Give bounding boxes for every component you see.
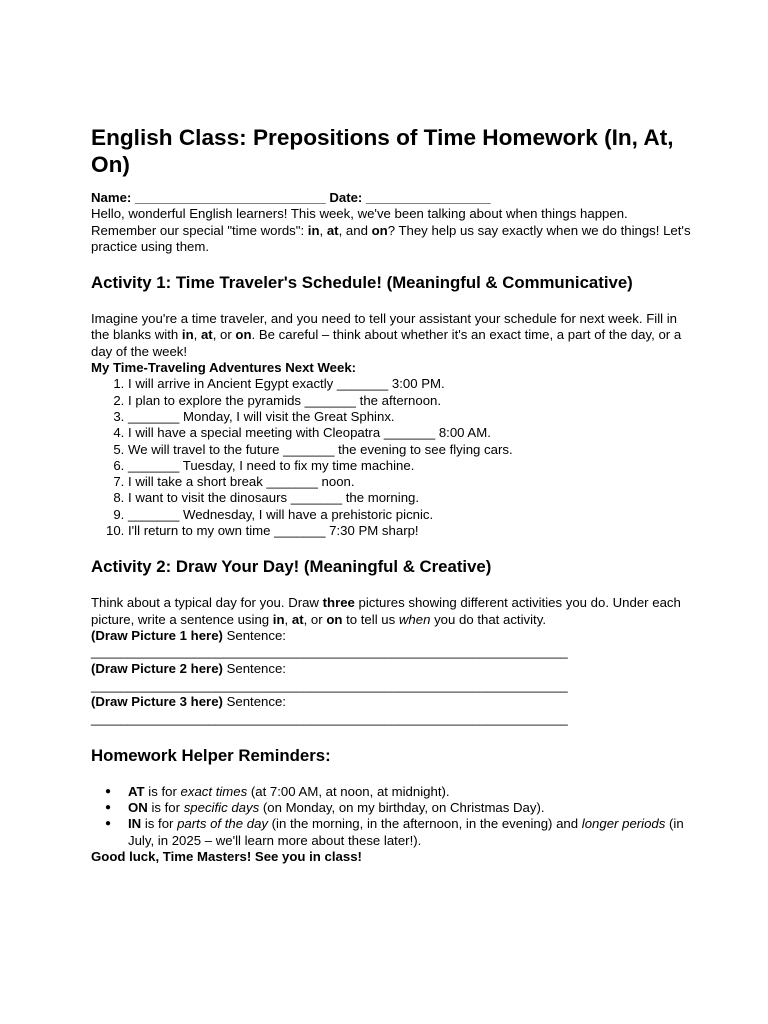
reminders-list [91, 784, 691, 849]
list-item: 1. I will arrive in Ancient Egypt exactly _______ 3:00 PM. [128, 376, 691, 392]
activity1-subheading [91, 360, 691, 376]
list-item: 2. I plan to explore the pyramids _______ the afternoon. [128, 393, 691, 409]
list-item: 7. I will take a short break _______ noon. [128, 474, 691, 490]
answer-line[interactable]: _________________________________________________________________ [91, 644, 568, 660]
picture-label: (Draw Picture 1 here) [91, 627, 223, 643]
picture-label: (Draw Picture 2 here) [91, 660, 223, 676]
intro-on: on [371, 222, 388, 238]
list-item: 10. I'll return to my own time _______ 7:30 PM sharp! [128, 523, 691, 539]
sentence-label: Sentence: [222, 627, 286, 643]
reminder-text: (in July, in 2025 – we'll learn more about these later!). [128, 816, 684, 848]
name-date-line [91, 190, 691, 206]
reminder-emphasis: parts of the day [177, 816, 268, 832]
reminder-emphasis: longer periods [581, 816, 666, 832]
activity1-on: on [235, 327, 252, 343]
activity2-sep: , [284, 611, 292, 627]
list-item [128, 784, 691, 800]
page-title: English Class: Prepositions of Time Homework (In, At, On) [91, 125, 674, 177]
intro-text: ? They help us say exactly when we do things! Let's practice using them. [91, 222, 691, 254]
activity1-sep: , [193, 327, 201, 343]
activity1-instructions [91, 311, 691, 360]
activity1-at: at [200, 327, 213, 343]
list-item: 8. I want to visit the dinosaurs _______ the morning. [128, 490, 691, 506]
picture-label: (Draw Picture 3 here) [91, 694, 223, 710]
picture-prompt-2 [91, 661, 691, 677]
reminder-text: is for [147, 800, 184, 816]
reminder-text: is for [141, 816, 178, 832]
activity2-heading: Activity 2: Draw Your Day! (Meaningful & Creative) [91, 557, 492, 577]
worksheet-content [91, 124, 691, 865]
reminder-text: (in the morning, in the afternoon, in the evening) and [268, 816, 582, 832]
list-item: 9. _______ Wednesday, I will have a prehistoric picnic. [128, 507, 691, 523]
reminder-key: IN [128, 816, 142, 832]
intro-sep: , [319, 222, 327, 238]
intro-sep: , and [338, 222, 372, 238]
activity1-subheading-text: My Time-Traveling Adventures Next Week: [91, 360, 357, 376]
reminder-emphasis: exact times [180, 783, 248, 799]
activity2-instr-text: to tell us [342, 611, 399, 627]
intro-paragraph [91, 206, 691, 255]
reminder-text: (on Monday, on my birthday, on Christmas Day). [259, 800, 545, 816]
intro-at: at [326, 222, 339, 238]
activity2-on: on [326, 611, 343, 627]
date-blank: _________________ [362, 190, 491, 205]
date-label: Date: [329, 190, 363, 205]
picture-prompt-3 [91, 694, 691, 710]
answer-line[interactable]: _________________________________________________________________ [91, 711, 568, 727]
name-blank: __________________________ [131, 190, 330, 205]
closing-text: Good luck, Time Masters! See you in class! [91, 848, 362, 864]
intro-in: in [307, 222, 320, 238]
name-label: Name: [91, 190, 132, 205]
answer-line[interactable]: _________________________________________________________________ [91, 677, 568, 693]
sentence-label: Sentence: [222, 660, 286, 676]
activity2-in: in [272, 611, 285, 627]
reminder-text: is for [144, 783, 181, 799]
list-item: 3. _______ Monday, I will visit the Great Sphinx. [128, 409, 691, 425]
activity1-sep: , or [212, 327, 236, 343]
closing-line [91, 849, 691, 865]
activity2-instructions [91, 595, 691, 628]
reminder-text: (at 7:00 AM, at noon, at midnight). [247, 783, 450, 799]
sentence-label: Sentence: [222, 694, 286, 710]
reminder-emphasis: specific days [183, 800, 260, 816]
activity2-at: at [291, 611, 304, 627]
activity2-instr-text: pictures showing different activities you do. Under each picture, write a sentence using [91, 595, 681, 627]
list-item [128, 800, 691, 816]
reminder-key: ON [128, 800, 148, 816]
list-item: 4. I will have a special meeting with Cleopatra _______ 8:00 AM. [128, 425, 691, 441]
list-item: 5. We will travel to the future _______ the evening to see flying cars. [128, 442, 691, 458]
activity2-sep: , or [303, 611, 327, 627]
reminders-heading: Homework Helper Reminders: [91, 745, 331, 765]
activity2-instr-text: Think about a typical day for you. Draw [91, 595, 323, 611]
activity1-heading: Activity 1: Time Traveler's Schedule! (Meaningful & Communicative) [91, 273, 633, 293]
activity1-in: in [181, 327, 194, 343]
activity2-instr-text: you do that activity. [430, 611, 546, 627]
picture-prompt-1 [91, 628, 691, 644]
activity1-instr-text: . Be careful – think about whether it's an exact time, a part of the day, or a day of the week! [91, 327, 682, 359]
activity1-instr-text: Imagine you're a time traveler, and you need to tell your assistant your schedule for next week. Fill in the blanks with [91, 311, 677, 343]
intro-text: Hello, wonderful English learners! This week, we've been talking about when things happen. Remember our special "time words": [91, 206, 628, 238]
reminder-key: AT [128, 783, 145, 799]
activity2-three: three [322, 595, 355, 611]
schedule-list [91, 376, 691, 539]
activity2-when: when [398, 611, 431, 627]
list-item: 6. _______ Tuesday, I need to fix my time machine. [128, 458, 691, 474]
list-item [128, 816, 691, 849]
